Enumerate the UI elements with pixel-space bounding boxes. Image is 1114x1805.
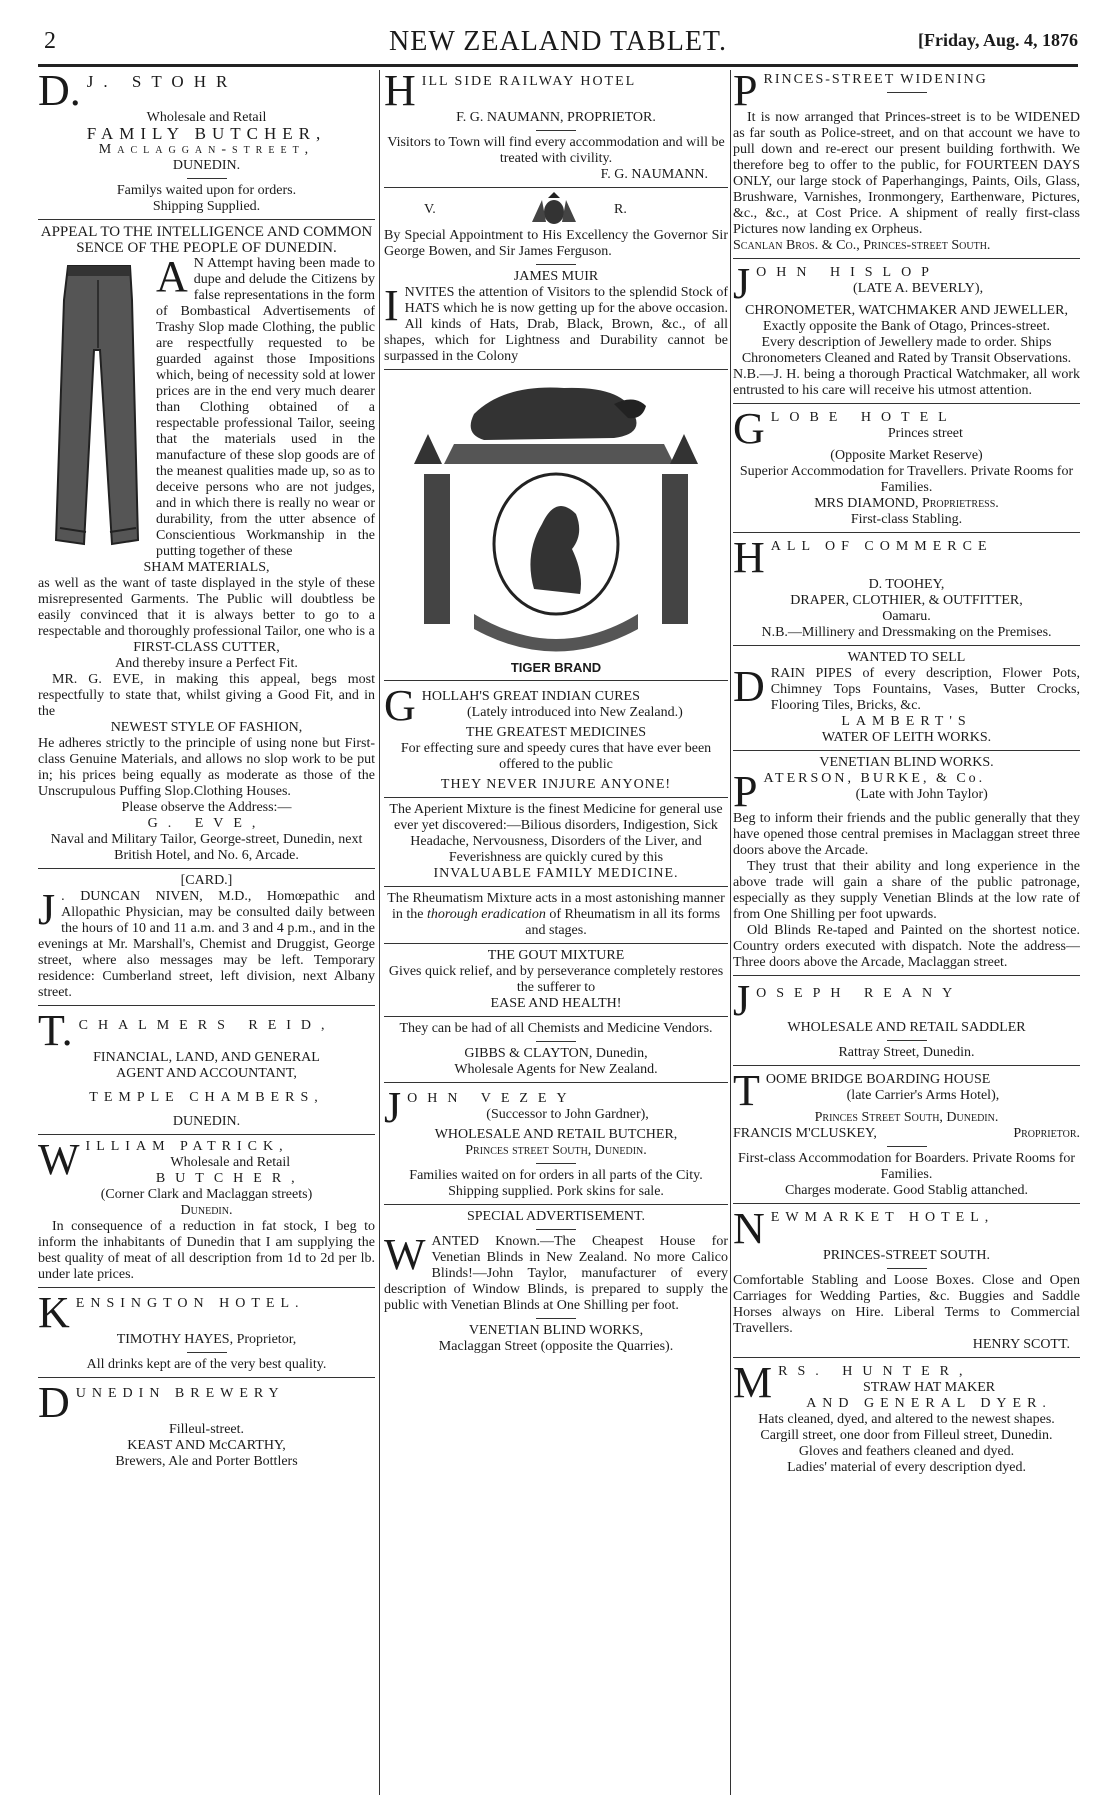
ad-line: THE GREATEST MEDICINES: [465, 725, 647, 740]
ad-line: Familys waited upon for orders.: [116, 183, 297, 198]
ad-body: Old Blinds Re-taped and Painted on the shortest notice. Country orders executed with dispatch. Note the address—Three doors above the Arcade, Maclaggan street.: [733, 923, 1080, 970]
ad-line: Maclaggan-street,: [98, 142, 315, 157]
ad-line: Scanlan Bros. & Co., Princes-street South.: [733, 238, 991, 253]
ad-newmarket-hotel: [733, 1204, 1080, 1353]
ad-body: Comfortable Stabling and Loose Boxes. Close and Open Carriages for Wedding Parties, &c. Buggies and Saddle Horses always on Hire. Liberal Terms to Commercial Travellers.: [733, 1273, 1080, 1336]
ad-line: Oamaru.: [882, 609, 931, 624]
ad-line: By Special Appointment to His Excellency the Governor Sir George Bowen, and Sir James Ferguson.: [384, 228, 728, 259]
ad-line: VENETIAN BLIND WORKS,: [468, 1323, 644, 1338]
drop-cap: T.: [38, 1006, 73, 1055]
drop-cap: D: [733, 662, 765, 711]
column-divider-2: [730, 70, 731, 1795]
ad-heading: VENETIAN BLIND WORKS.: [819, 755, 994, 770]
short-rule: [536, 1041, 576, 1042]
ad-line: BUTCHER,: [155, 1171, 305, 1186]
ad-line: (Late with John Taylor): [855, 787, 988, 802]
ad-line: Princes Street South, Dunedin.: [814, 1110, 999, 1125]
ad-body: ANTED Known.—The Cheapest House for Venetian Blinds in New Zealand. No more Calico Blinds!—John Taylor, manufacturer of every description of Window Blinds, is prepared to supply the public with Venetian Blinds at One Shilling per foot.: [384, 1234, 728, 1313]
ad-line: Naval and Military Tailor, George-street, Dunedin, next British Hotel, and No. 6, Arcade.: [50, 832, 363, 863]
ad-body: They trust that their ability and long experience in the above trade will gain a share of the public patronage, especially as they supply Venetian Blinds at the low rate of from One Shilling per foot upwards.: [733, 859, 1080, 922]
ad-stohr: [38, 70, 375, 215]
ad-separator: [733, 258, 1080, 259]
ad-body: Gives quick relief, and by perseverance completely restores the sufferer to: [388, 964, 724, 995]
ad-line: For effecting sure and speedy cures that have ever been offered to the public: [400, 741, 712, 772]
ad-separator: [733, 645, 1080, 646]
tiger-brand-illustration: [384, 374, 728, 676]
ad-heading: LOBE HOTEL: [770, 410, 957, 425]
ad-line: (Corner Clark and Maclaggan streets): [100, 1187, 313, 1202]
short-rule: [536, 1318, 576, 1319]
ad-hillside-hotel: [384, 70, 728, 183]
ad-line: AND GENERAL DYER.: [806, 1396, 1052, 1411]
ad-heading: APPEAL TO THE INTELLIGENCE AND COMMON SENCE OF THE PEOPLE OF DUNEDIN.: [40, 224, 373, 256]
proprietor-name: FRANCIS M'CLUSKEY,: [733, 1126, 877, 1141]
issue-date: [Friday, Aug. 4, 1876: [917, 30, 1078, 50]
ad-line: (Opposite Market Reserve): [830, 448, 983, 463]
column-1: [38, 70, 375, 1795]
ad-globe-hotel: [733, 404, 1080, 528]
column-2: [384, 70, 728, 1795]
masthead-title: NEW ZEALAND TABLET.: [389, 26, 727, 57]
short-rule: [536, 130, 576, 131]
trousers-illustration: [38, 260, 150, 560]
drop-cap: K: [38, 1288, 70, 1337]
page-number: 2: [44, 28, 56, 54]
ad-line: Exactly opposite the Bank of Otago, Princes-street.: [763, 319, 1050, 334]
ad-line: Brewers, Ale and Porter Bottlers: [115, 1454, 298, 1469]
ad-separator: [38, 1005, 375, 1006]
ad-heading: EWMARKET HOTEL,: [770, 1210, 995, 1225]
tiger-crest-icon: [384, 374, 728, 674]
ad-line: D. TOOHEY,: [868, 577, 945, 592]
ad-william-patrick: [38, 1135, 375, 1283]
ad-line: Rattray Street, Dunedin.: [838, 1045, 975, 1060]
ad-line: Shipping Supplied.: [152, 199, 261, 214]
royal-arms-row: [384, 192, 728, 228]
ad-heading: ILL SIDE RAILWAY HOTEL: [421, 74, 637, 89]
drop-cap: J: [384, 1083, 402, 1132]
ad-body: as well as the want of taste displayed in the style of these misrepresented Garments. The Public will doubtless be easily convinced that it is always better to go to a respectable and thoroughly professional Tailor, one who is a: [38, 576, 375, 639]
ad-line: Ladies' material of every description dyed.: [787, 1460, 1026, 1475]
royal-crest-icon: [524, 192, 584, 226]
ad-line: F. G. NAUMANN, PROPRIETOR.: [456, 110, 656, 125]
ad-line: Wholesale and Retail: [170, 1155, 291, 1170]
short-rule: [536, 264, 576, 265]
ad-line: Maclaggan Street (opposite the Quarries).: [438, 1339, 674, 1354]
ad-line: Gloves and feathers cleaned and dyed.: [798, 1444, 1015, 1459]
header-rule: [38, 64, 1078, 67]
ad-line: Families waited on for orders in all parts of the City.: [409, 1168, 703, 1183]
drop-cap: H: [733, 533, 765, 582]
ad-separator: [38, 868, 375, 869]
ad-heading: RS. HUNTER,: [778, 1364, 973, 1379]
ad-line: Superior Accommodation for Travellers. Private Rooms for Families.: [739, 464, 1074, 495]
ad-line: Cargill street, one door from Filleul street, Dunedin.: [760, 1428, 1053, 1443]
short-rule: [187, 178, 227, 179]
ad-heading: ALL OF COMMERCE: [770, 539, 993, 554]
ad-separator: [733, 1203, 1080, 1204]
ad-line: Every description of Jewellery made to order. Ships Chronometers Cleaned and Rated by Transit Observations.: [741, 335, 1072, 366]
drop-cap: D.: [38, 70, 81, 115]
vr-v: V.: [424, 202, 436, 217]
drop-cap: P: [733, 767, 758, 816]
ad-line: Princes street: [887, 426, 963, 441]
vr-r: R.: [614, 202, 627, 217]
ad-special-advertisement: [384, 1209, 728, 1355]
ad-line: N.B.—Millinery and Dressmaking on the Premises.: [761, 625, 1052, 640]
ad-body: He adheres strictly to the principle of using none but First-class Genuine Materials, and allows no slop work to be put in; his prices being equally as moderate as those of the Unscrupulous Puffing Slop.Clothing Houses.: [38, 736, 375, 799]
ad-separator: [733, 750, 1080, 751]
ad-heading: OHN VEZEY: [407, 1091, 577, 1106]
ad-separator: [384, 187, 728, 188]
ad-body: N Attempt having been made to dupe and delude the Citizens by false representations in the form of Bombastical Advertisements of Trashy Slop made Clothing, the public are respectfully requested to be guarded against those Impositions which, being of necessity sold at lower prices are in the end very much dearer than Clothing obtained of a respectable professional Tailor, seeing that the materials used in the manufacture of these slop goods are of the meanest qualities made up, so as to deceive persons who are not judges, and in which there is really no wear or durability, from the utter absence of Conscientious Workmanship in the putting together of these: [156, 256, 375, 559]
ad-line: ATERSON, BURKE, & Co.: [763, 771, 986, 786]
ad-line: Dunedin.: [180, 1203, 233, 1218]
ad-line: FAMILY BUTCHER,: [86, 124, 327, 143]
ad-line: JAMES MUIR: [513, 269, 599, 284]
ad-separator: [733, 1065, 1080, 1066]
ad-line: FINANCIAL, LAND, AND GENERAL: [93, 1050, 320, 1065]
drop-cap: G: [733, 404, 765, 453]
ad-separator: [38, 1377, 375, 1378]
ad-line: STRAW HAT MAKER: [862, 1380, 996, 1395]
drop-cap: G: [384, 681, 416, 730]
ad-heading: WANTED TO SELL: [847, 650, 966, 665]
page-header: [38, 26, 1078, 60]
ad-line: AGENT AND ACCOUNTANT,: [116, 1066, 297, 1081]
ad-body: In consequence of a reduction in fat stock, I beg to inform the inhabitants of Dunedin that I am supplying the best quality of meat of all description from 1d to 2d per lb. under late prices.: [38, 1219, 375, 1282]
ad-line: DUNEDIN.: [172, 158, 241, 173]
ad-line: LAMBERT'S: [841, 714, 972, 729]
drop-cap: M: [733, 1358, 773, 1407]
ad-niven: [38, 873, 375, 1001]
ad-line: WATER OF LEITH WORKS.: [821, 730, 992, 745]
ad-james-muir: [384, 192, 728, 365]
ad-dunedin-brewery: [38, 1378, 375, 1470]
ad-body: N.B.—J. H. being a thorough Practical Watchmaker, all work entrusted to his care will receive his utmost attention.: [733, 367, 1080, 398]
ad-separator: [384, 943, 728, 944]
ad-line: (Successor to John Gardner),: [486, 1107, 649, 1122]
proprietor-title: Proprietor.: [1013, 1126, 1080, 1141]
ad-separator: [733, 1357, 1080, 1358]
drop-cap: H: [384, 70, 416, 115]
ad-separator: [384, 680, 728, 681]
ad-heading: HOLLAH'S GREAT INDIAN CURES: [421, 689, 640, 704]
ad-eve-tailor: [38, 224, 375, 864]
ad-john-hislop: [733, 259, 1080, 399]
ad-separator: [38, 1287, 375, 1288]
ad-line: Wholesale Agents for New Zealand.: [454, 1062, 658, 1077]
ad-body: The Aperient Mixture is the finest Medicine for general use ever yet discovered:—Bilious disorders, Indigestion, Sick Headache, Nervousness, Disorders of the Liver, and Feverishness are quickly cured by this: [389, 802, 723, 865]
drop-cap: A: [156, 252, 188, 301]
ad-separator: [384, 797, 728, 798]
short-rule: [887, 1146, 927, 1147]
short-rule: [887, 92, 927, 93]
ad-mrs-hunter: [733, 1358, 1080, 1476]
text-run: The Rheumatism Mixture acts in a most astonishing manner in the: [387, 891, 725, 922]
text-run: of Rheumatism in all its forms and stages.: [525, 907, 721, 938]
ad-heading: OHN HISLOP: [756, 265, 939, 280]
ad-line: SHAM MATERIALS,: [143, 560, 270, 575]
ad-line: First-class Stabling.: [850, 512, 963, 527]
ad-body: MR. G. EVE, in making this appeal, begs most respectfully to state that, whilst giving a Good Fit, and in the: [38, 672, 375, 719]
ad-body: RAIN PIPES of every description, Flower Pots, Chimney Tops Fountains, Vases, Butter Crocks, Flooring Tiles, Bricks, &c.: [770, 666, 1080, 713]
ad-separator: [384, 1204, 728, 1205]
ad-line: (Lately introduced into New Zealand.): [467, 705, 683, 720]
ad-line: WHOLESALE AND RETAIL BUTCHER,: [434, 1127, 678, 1142]
drop-cap: J: [38, 885, 56, 934]
ad-line: DUNEDIN.: [172, 1114, 241, 1129]
ad-line: TIMOTHY HAYES, Proprietor,: [116, 1332, 297, 1347]
ad-toome-bridge: [733, 1066, 1080, 1199]
ad-venetian-blind-works: [733, 755, 1080, 971]
ad-body: Beg to inform their friends and the public generally that they have opened those central premises in Maclaggan street three doors above the Arcade.: [733, 811, 1080, 858]
ad-hall-of-commerce: [733, 533, 1080, 641]
ad-line: HENRY SCOTT.: [972, 1337, 1070, 1352]
drop-cap: D: [38, 1378, 70, 1427]
ad-joseph-reany: [733, 976, 1080, 1061]
ad-line: (LATE A. BEVERLY),: [853, 281, 984, 296]
ad-line: Shipping supplied. Pork skins for sale.: [448, 1184, 664, 1199]
ad-line: PRINCES-STREET SOUTH.: [823, 1248, 990, 1263]
ad-john-vezey: [384, 1083, 728, 1200]
ad-chalmers-reid: [38, 1006, 375, 1130]
ad-line: EASE AND HEALTH!: [490, 996, 622, 1011]
short-rule: [536, 1229, 576, 1230]
ad-separator: [384, 1016, 728, 1017]
ad-line: [733, 1126, 1080, 1142]
short-rule: [887, 1040, 927, 1041]
ad-separator: [733, 975, 1080, 976]
ad-separator: [38, 1134, 375, 1135]
drop-cap: J: [733, 976, 751, 1025]
ad-princes-street-widening: [733, 70, 1080, 254]
ad-ghollah-cures: [384, 681, 728, 1078]
ad-line: (late Carrier's Arms Hotel),: [846, 1088, 1000, 1103]
ad-separator: [384, 886, 728, 887]
ad-heading: SPECIAL ADVERTISEMENT.: [466, 1209, 646, 1224]
ad-body: Hats cleaned, dyed, and altered to the newest shapes.: [758, 1412, 1055, 1427]
ad-line: DRAPER, CLOTHIER, & OUTFITTER,: [790, 593, 1023, 608]
ad-line: Visitors to Town will find every accommodation and will be treated with civility.: [387, 135, 725, 166]
ad-separator: [384, 369, 728, 370]
ad-line: Filleul-street.: [168, 1422, 245, 1437]
ad-line: [CARD.]: [180, 873, 233, 888]
ad-line: NEWEST STYLE OF FASHION,: [110, 720, 303, 735]
drop-cap: W: [384, 1230, 426, 1279]
ad-heading: RINCES-STREET WIDENING: [763, 72, 988, 87]
ad-kensington: [38, 1288, 375, 1373]
ad-heading: ILLIAM PATRICK,: [85, 1139, 289, 1154]
short-rule: [536, 1163, 576, 1164]
ad-separator: [733, 532, 1080, 533]
ad-body: It is now arranged that Princes-street is to be WIDENED as far south as Police-street, and on that account we have to pull down and re-erect our present building forthwith. We therefore beg to offer to the public, for FOURTEEN DAYS ONLY, our large stock of Paperhangings, Paints, Oils, Glass, Brushware, Varnishes, Ironmongery, Earthenware, Pictures, &c., &c., at Cost Price. A shipment of really first-class Pictures now landing ex Orpheus.: [733, 110, 1080, 237]
ad-line: Wholesale and Retail: [146, 110, 267, 125]
ad-line: F. G. NAUMANN.: [600, 167, 708, 182]
ad-heading: UNEDIN BREWERY: [75, 1386, 285, 1401]
drop-cap: N: [733, 1204, 765, 1253]
short-rule: [187, 1352, 227, 1353]
ad-line: And thereby insure a Perfect Fit.: [115, 656, 298, 671]
tiger-brand-label: TIGER BRAND: [510, 660, 602, 675]
ad-separator: [38, 219, 375, 220]
ad-line: Please observe the Address:—: [121, 800, 292, 815]
ad-body: [384, 891, 728, 939]
ad-line: KEAST AND McCARTHY,: [127, 1438, 286, 1453]
ad-line: Princes street South, Dunedin.: [465, 1143, 647, 1158]
ad-line: GIBBS & CLAYTON, Dunedin,: [464, 1046, 648, 1061]
drop-cap: P: [733, 70, 758, 115]
ad-body: They can be had of all Chemists and Medicine Vendors.: [399, 1021, 713, 1036]
ad-line: Charges moderate. Good Stablig attanched.: [784, 1183, 1029, 1198]
ad-separator: [384, 1082, 728, 1083]
ad-line: G. EVE,: [147, 816, 266, 831]
ad-heading: OSEPH REANY: [756, 986, 963, 1001]
drop-cap: T: [733, 1066, 760, 1115]
ad-heading: OOME BRIDGE BOARDING HOUSE: [765, 1072, 991, 1087]
ad-line: All drinks kept are of the very best quality.: [86, 1357, 327, 1372]
ad-line: TEMPLE CHAMBERS,: [89, 1090, 324, 1105]
short-rule: [887, 1268, 927, 1269]
ad-drain-pipes: [733, 650, 1080, 746]
ad-line: WHOLESALE AND RETAIL SADDLER: [787, 1020, 1026, 1035]
ad-body: . DUNCAN NIVEN, M.D., Homœpathic and Allopathic Physician, may be consulted daily between the hours of 10 and 11 a.m. and 3 and 4 p.m., and in the evenings at Mr. Marshall's, Chemist and Druggist, George street, where also messages may be left. Temporary residence: Cumberland street, left division, next Albany street.: [38, 889, 375, 1000]
ad-body: First-class Accommodation for Boarders. Private Rooms for Families.: [737, 1151, 1076, 1182]
italic-run: thorough eradication: [426, 907, 546, 922]
ad-line: CHRONOMETER, WATCHMAKER AND JEWELLER,: [745, 303, 1068, 318]
ad-line: THE GOUT MIXTURE: [487, 948, 625, 963]
ad-heading: J. STOHR: [86, 72, 238, 91]
ad-line: THEY NEVER INJURE ANYONE!: [440, 777, 672, 792]
ad-heading: ENSINGTON HOTEL.: [75, 1296, 305, 1311]
ad-line: INVALUABLE FAMILY MEDICINE.: [433, 866, 679, 881]
ad-body: NVITES the attention of Visitors to the splendid Stock of HATS which he is now getting up for the above occasion. All kinds of Hats, Drab, Black, Brown, &c., of all shapes, which for Lightness and Durability cannot be surpassed in the Colony: [384, 285, 728, 364]
column-3: [733, 70, 1080, 1795]
ad-heading: CHALMERS REID,: [78, 1018, 335, 1033]
ad-line: MRS DIAMOND, Proprietress.: [814, 496, 999, 511]
ad-separator: [733, 403, 1080, 404]
ad-line: FIRST-CLASS CUTTER,: [133, 640, 280, 655]
column-divider-1: [379, 70, 380, 1795]
drop-cap: W: [38, 1135, 80, 1184]
drop-cap: J: [733, 259, 751, 308]
drop-cap: I: [384, 281, 399, 330]
